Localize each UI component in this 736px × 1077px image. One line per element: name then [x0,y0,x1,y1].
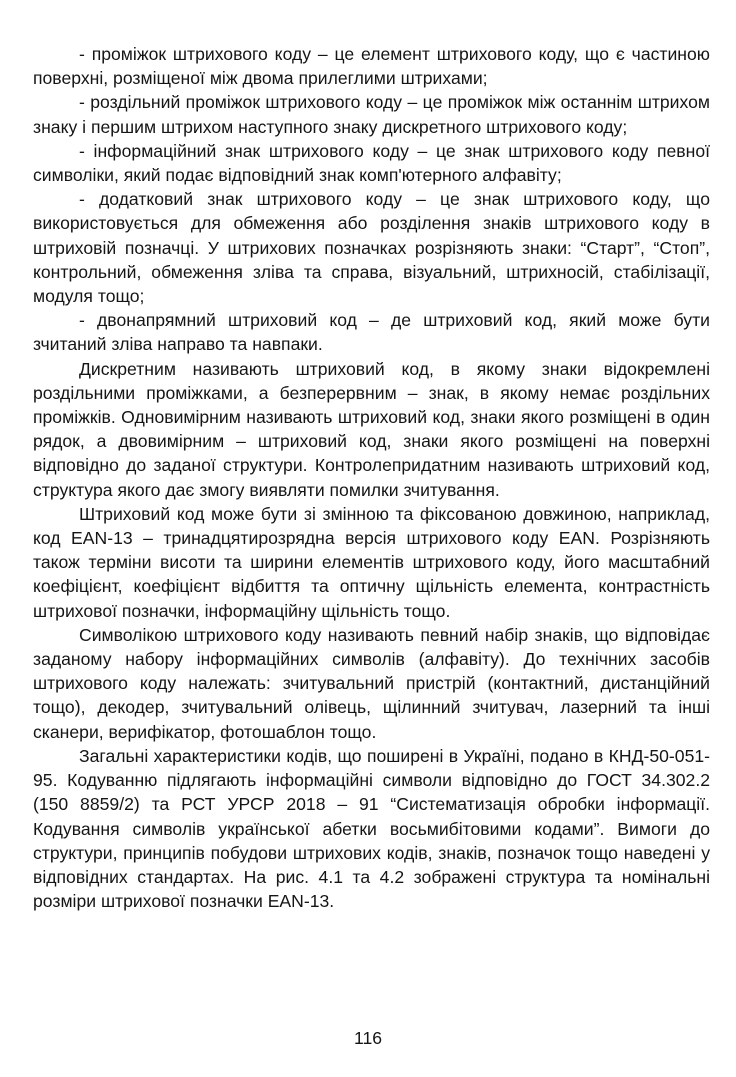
definition-paragraph: - роздільний проміжок штрихового коду – це проміжок між останнім штрихом знаку і першим штрихом наступного знаку дискретного штрихового коду; [33,92,710,137]
body-paragraph: Символікою штрихового коду називають певний набір знаків, що відповідає заданому набору інформаційних символів (алфавіту). До технічних засобів штрихового коду належать: зчитувальний пристрій (контактний, дистанційний тощо), декодер, зчитувальний олівець, щілинний зчитувач, лазерний та інші сканери, верифікатор, фотошаблон тощо. [33,624,710,742]
body-paragraph: Штриховий код може бути зі змінною та фіксованою довжиною, наприклад, код EAN-13 – тринадцятирозрядна версія штрихового коду EAN. Розрізняють також терміни висоти та ширини елементів штрихового коду, його масштабний коефіцієнт, коефіцієнт відбиття та оптичну щільність елемента, контрастність штрихової позначки, інформаційну щільність тощо. [33,503,710,621]
body-paragraph: Дискретним називають штриховий код, в якому знаки відокремлені роздільними проміжками, а безперервним – знак, в якому немає роздільних проміжків. Одновимірним називають штриховий код, знаки якого розміщені в один рядок, а двовимірним – штриховий код, знаки якого розміщені на поверхні відповідно до заданої структури. Контролепридатним називають штриховий код, структура якого дає змогу виявляти помилки зчитування. [33,358,710,500]
page-number: 116 [353,1028,383,1048]
page-body [33,42,710,913]
definition-paragraph: - двонапрямний штриховий код – де штриховий код, який може бути зчитаний зліва направо та навпаки. [33,310,710,355]
definition-paragraph: - додатковий знак штрихового коду – це знак штрихового коду, що використовується для обмеження або розділення знаків штрихового коду в штриховій позначці. У штрихових позначках розрізняють знаки: “Старт”, “Стоп”, контрольний, обмеження зліва та справа, візуальний, штрихносій, стабілізації, модуля тощо; [33,189,710,307]
definition-paragraph: - проміжок штрихового коду – це елемент штрихового коду, що є частиною поверхні, розміщеної між двома прилеглими штрихами; [33,44,710,89]
body-paragraph: Загальні характеристики кодів, що поширені в Україні, подано в КНД-50-051-95. Кодуванню підлягають інформаційні символи відповідно до ГОСТ 34.302.2 (150 8859/2) та РСТ УРСР 2018 – 91 “Систематизація обробки інформації. Кодування символів української абетки восьмибітовими кодами”. Вимоги до структури, принципів побудови штрихових кодів, знаків, позначок тощо наведені у відповідних стандартах. На рис. 4.1 та 4.2 зображені структура та номінальні розміри штрихової позначки EAN-13. [33,745,710,912]
definition-paragraph: - інформаційний знак штрихового коду – це знак штрихового коду певної символіки, який подає відповідний знак комп'ютерного алфавіту; [33,140,710,186]
